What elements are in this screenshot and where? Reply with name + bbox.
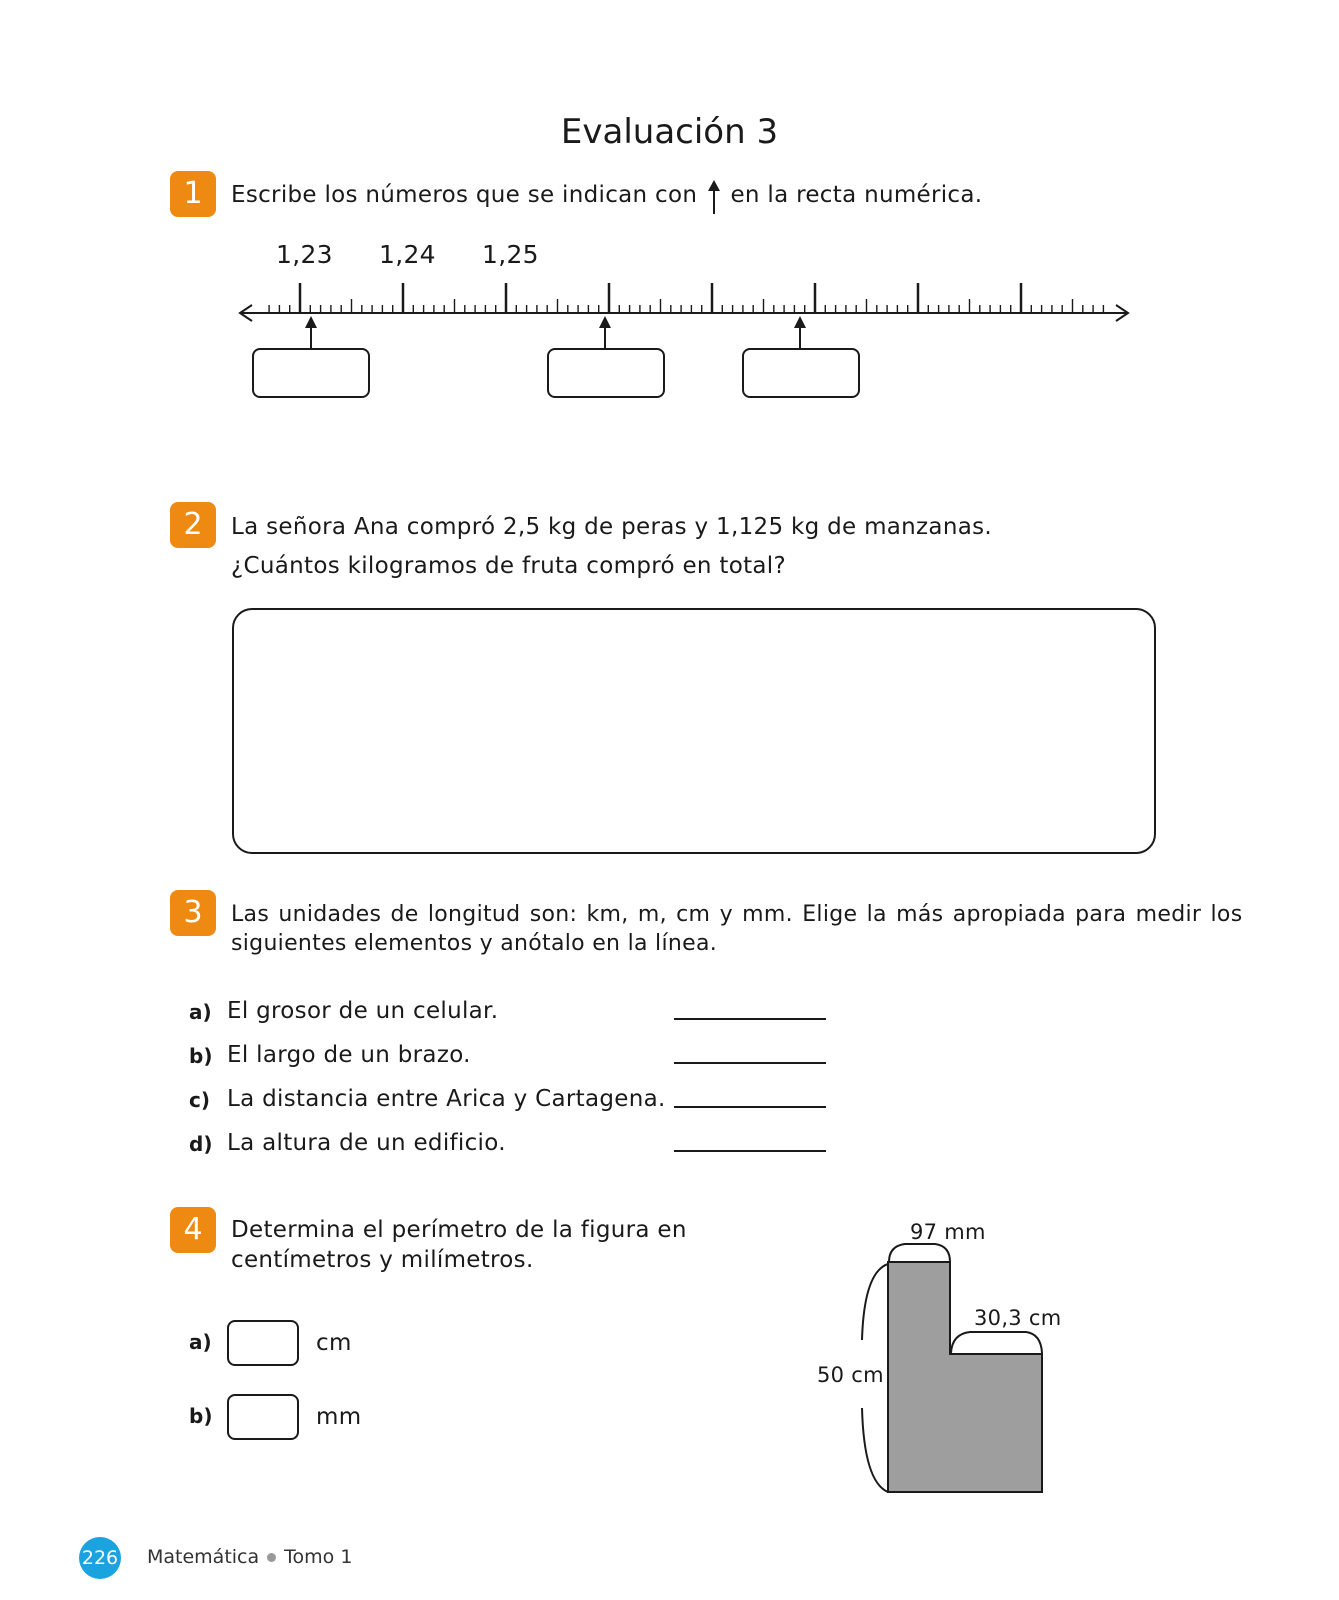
footer-volume: Tomo 1	[284, 1546, 353, 1568]
top-dimension-brace	[889, 1244, 950, 1262]
answer-a-letter: a)	[189, 1330, 212, 1354]
footer-book: Matemática	[147, 1546, 260, 1568]
dimension-left-label: 50 cm	[817, 1363, 884, 1387]
page-title: Evaluación 3	[560, 112, 779, 152]
item-a-letter: a)	[189, 1000, 212, 1024]
numberline-answer-box-2[interactable]	[547, 348, 665, 398]
question-4-line2: centímetros y milímetros.	[231, 1247, 534, 1273]
question-4-badge: 4	[170, 1207, 216, 1253]
question-1-badge: 1	[170, 171, 216, 217]
indicator-arrow-2	[599, 316, 611, 348]
item-a-answer-line[interactable]	[674, 1018, 826, 1020]
item-d-answer-line[interactable]	[674, 1150, 826, 1152]
item-b-letter: b)	[189, 1044, 213, 1068]
answer-cm-unit: cm	[316, 1330, 352, 1356]
answer-b-letter: b)	[189, 1404, 213, 1428]
dimension-top-label: 97 mm	[910, 1220, 986, 1244]
answer-cm-box[interactable]	[227, 1320, 299, 1366]
right-dimension-brace	[951, 1332, 1042, 1353]
numberline-label-2: 1,24	[379, 240, 436, 269]
item-c-text: La distancia entre Arica y Cartagena.	[227, 1086, 666, 1112]
numberline-label-1: 1,23	[276, 240, 333, 269]
item-b-text: El largo de un brazo.	[227, 1042, 471, 1068]
left-dimension-brace-top	[862, 1264, 888, 1340]
item-d-letter: d)	[189, 1132, 213, 1156]
left-dimension-brace-bottom	[862, 1408, 888, 1492]
question-3-line1: Las unidades de longitud son: km, m, cm y mm. Elige la más apropiada para medir los	[231, 902, 1243, 927]
item-b-answer-line[interactable]	[674, 1062, 826, 1064]
l-shape-figure	[800, 1210, 1080, 1510]
question-2-line1: La señora Ana compró 2,5 kg de peras y 1,125 kg de manzanas.	[231, 514, 992, 540]
answer-mm-box[interactable]	[227, 1394, 299, 1440]
numberline-label-3: 1,25	[482, 240, 539, 269]
question-2-line2: ¿Cuántos kilogramos de fruta compró en total?	[231, 553, 786, 579]
dimension-right-label: 30,3 cm	[974, 1306, 1062, 1330]
question-3-badge: 3	[170, 890, 216, 936]
footer-bullet-icon	[267, 1553, 276, 1562]
page-number: 226	[79, 1537, 121, 1579]
question-2-badge: 2	[170, 502, 216, 548]
question-1-text-after: en la recta numérica.	[730, 182, 983, 208]
answer-mm-unit: mm	[316, 1404, 362, 1430]
item-a-text: El grosor de un celular.	[227, 998, 499, 1024]
indicator-arrow-1	[305, 316, 317, 348]
question-3-line2: siguientes elementos y anótalo en la línea.	[231, 931, 718, 956]
numberline-answer-box-1[interactable]	[252, 348, 370, 398]
number-line	[0, 0, 1339, 420]
item-d-text: La altura de un edificio.	[227, 1130, 506, 1156]
question-4-line1: Determina el perímetro de la figura en	[231, 1217, 687, 1243]
question-2-answer-area[interactable]	[232, 608, 1156, 854]
l-shape	[888, 1262, 1042, 1492]
question-1-text-before: Escribe los números que se indican con	[231, 182, 698, 208]
footer-book-info	[147, 1546, 352, 1568]
indicator-arrow-3	[794, 316, 806, 348]
item-c-answer-line[interactable]	[674, 1106, 826, 1108]
numberline-answer-box-3[interactable]	[742, 348, 860, 398]
item-c-letter: c)	[189, 1088, 210, 1112]
